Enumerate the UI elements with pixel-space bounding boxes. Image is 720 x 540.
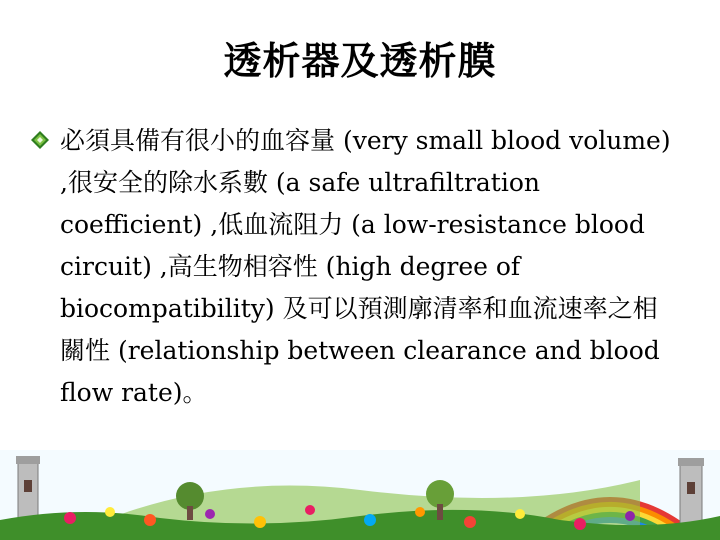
bullet-item — [30, 120, 680, 414]
fairy-tale-garden-banner — [0, 450, 720, 540]
bullet-text: 必須具備有很小的血容量 (very small blood volume) ,很安全的除水系數 (a safe ultrafiltration coefficient) ,低血流阻力 (a low-resistance blood circuit) ,高生物相容性 (high degree of biocompatibility) 及可以預測廓清率和血流速率之相關性 (relationship between clearance and blood flow rate)。 — [60, 126, 671, 407]
slide-title: 透析器及透析膜 — [223, 39, 497, 83]
diamond-bullet-icon — [30, 130, 50, 150]
